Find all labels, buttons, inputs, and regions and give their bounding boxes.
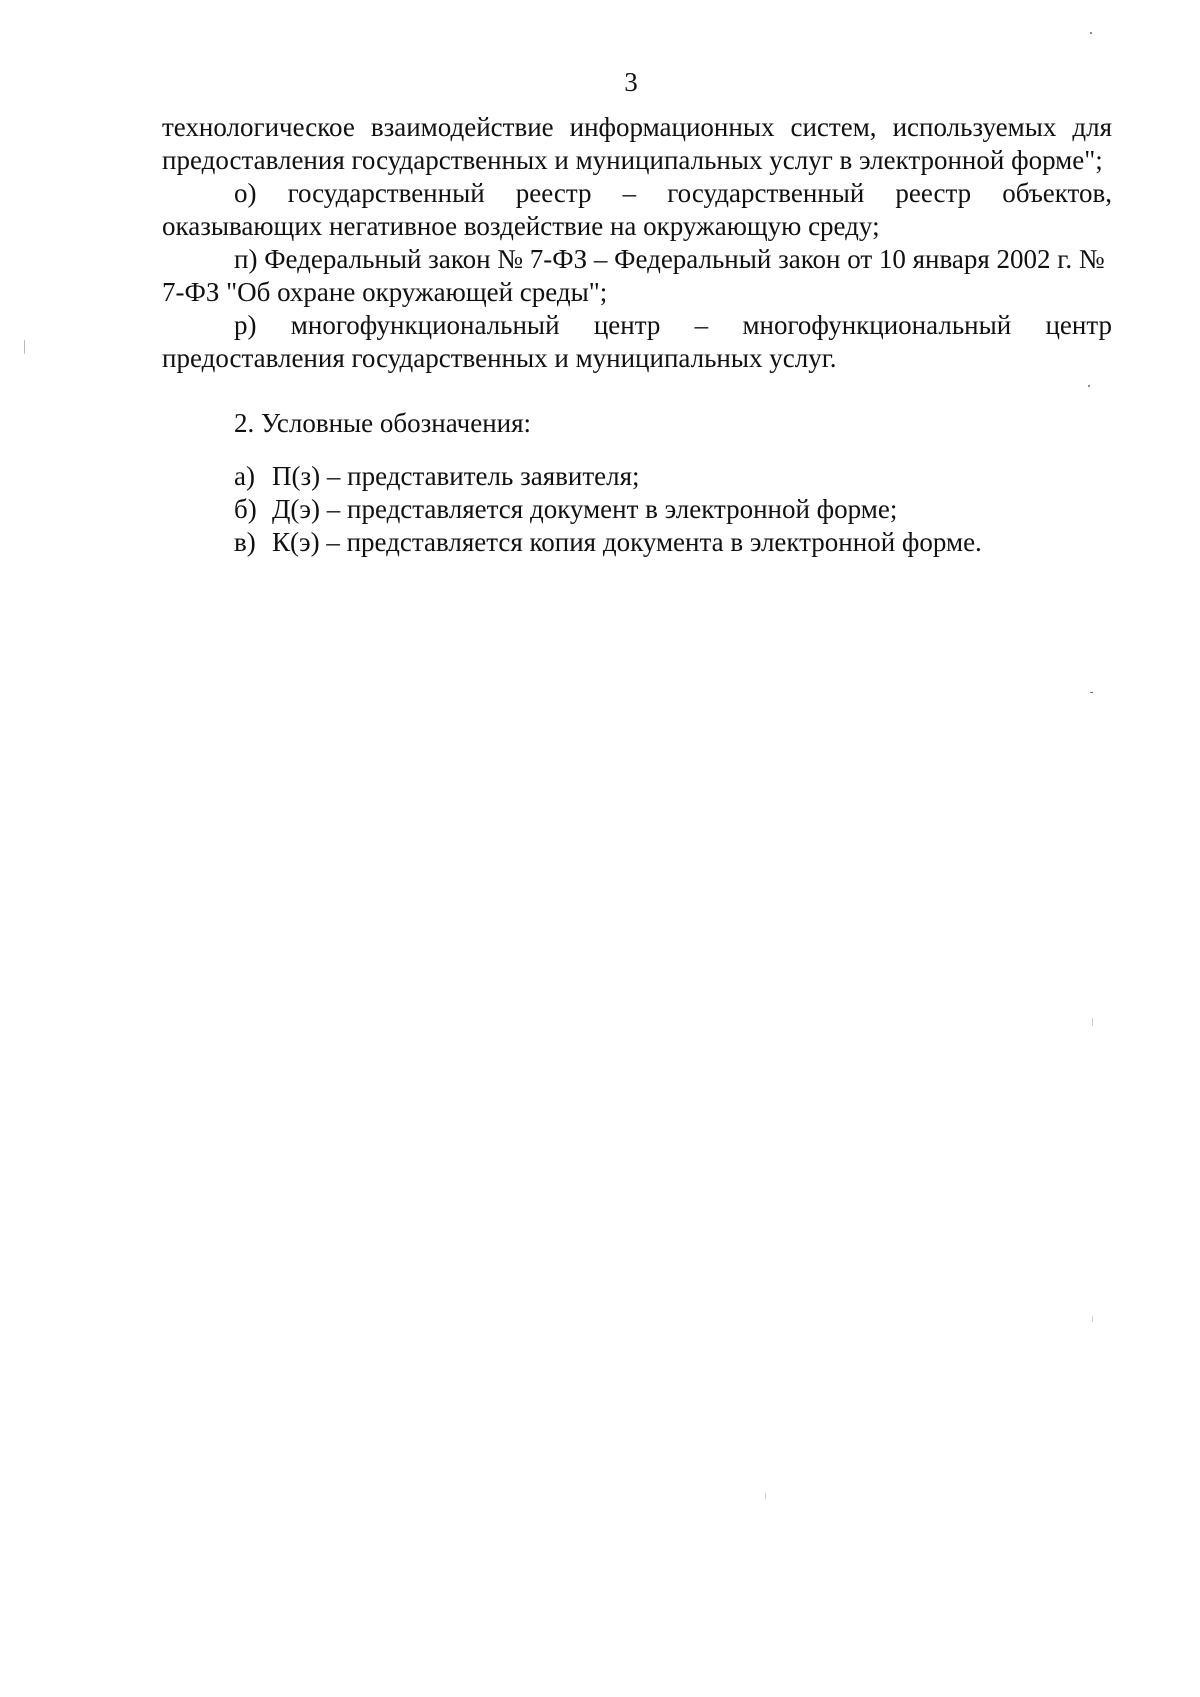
page-number: 3 (624, 67, 638, 97)
scan-speck (1090, 32, 1092, 34)
legend-text: К(э) – представляется копия документа в электронной форме. (272, 527, 982, 557)
definition-item-p: п) Федеральный закон № 7-ФЗ – Федеральный закон от 10 января 2002 г. № 7-ФЗ "Об охране окружающей среды"; (162, 244, 1105, 307)
legend-marker: а) (234, 461, 255, 491)
legend-text: П(з) – представитель заявителя; (272, 461, 640, 491)
legend-marker: в) (234, 527, 256, 557)
definition-item-r: р) многофункциональный центр – многофункциональный центр предоставления государственных и муниципальных услуг. (162, 310, 1112, 373)
legend-text: Д(э) – представляется документ в электронной форме; (272, 494, 898, 524)
legend-marker: б) (234, 494, 257, 524)
section-heading: 2. Условные обозначения: (234, 408, 532, 438)
legend-item (162, 526, 1112, 559)
paragraph-continuation: технологическое взаимодействие информационных систем, используемых для предоставления государственных и муниципальных услуг в электронной форме"; (162, 112, 1112, 175)
scan-speck (1090, 692, 1093, 693)
definition-item-o: о) государственный реестр – государственный реестр объектов, оказывающих негативное воздействие на окружающую среду; (162, 178, 1112, 241)
legend-list (162, 460, 1112, 559)
legend-item (162, 460, 1112, 493)
scan-speck (1092, 1018, 1093, 1026)
scan-speck (1092, 1316, 1093, 1322)
scan-speck (24, 340, 25, 354)
scan-speck (1088, 385, 1090, 387)
scan-speck (765, 1493, 766, 1499)
legend-item (162, 493, 1112, 526)
document-body (162, 111, 1112, 559)
